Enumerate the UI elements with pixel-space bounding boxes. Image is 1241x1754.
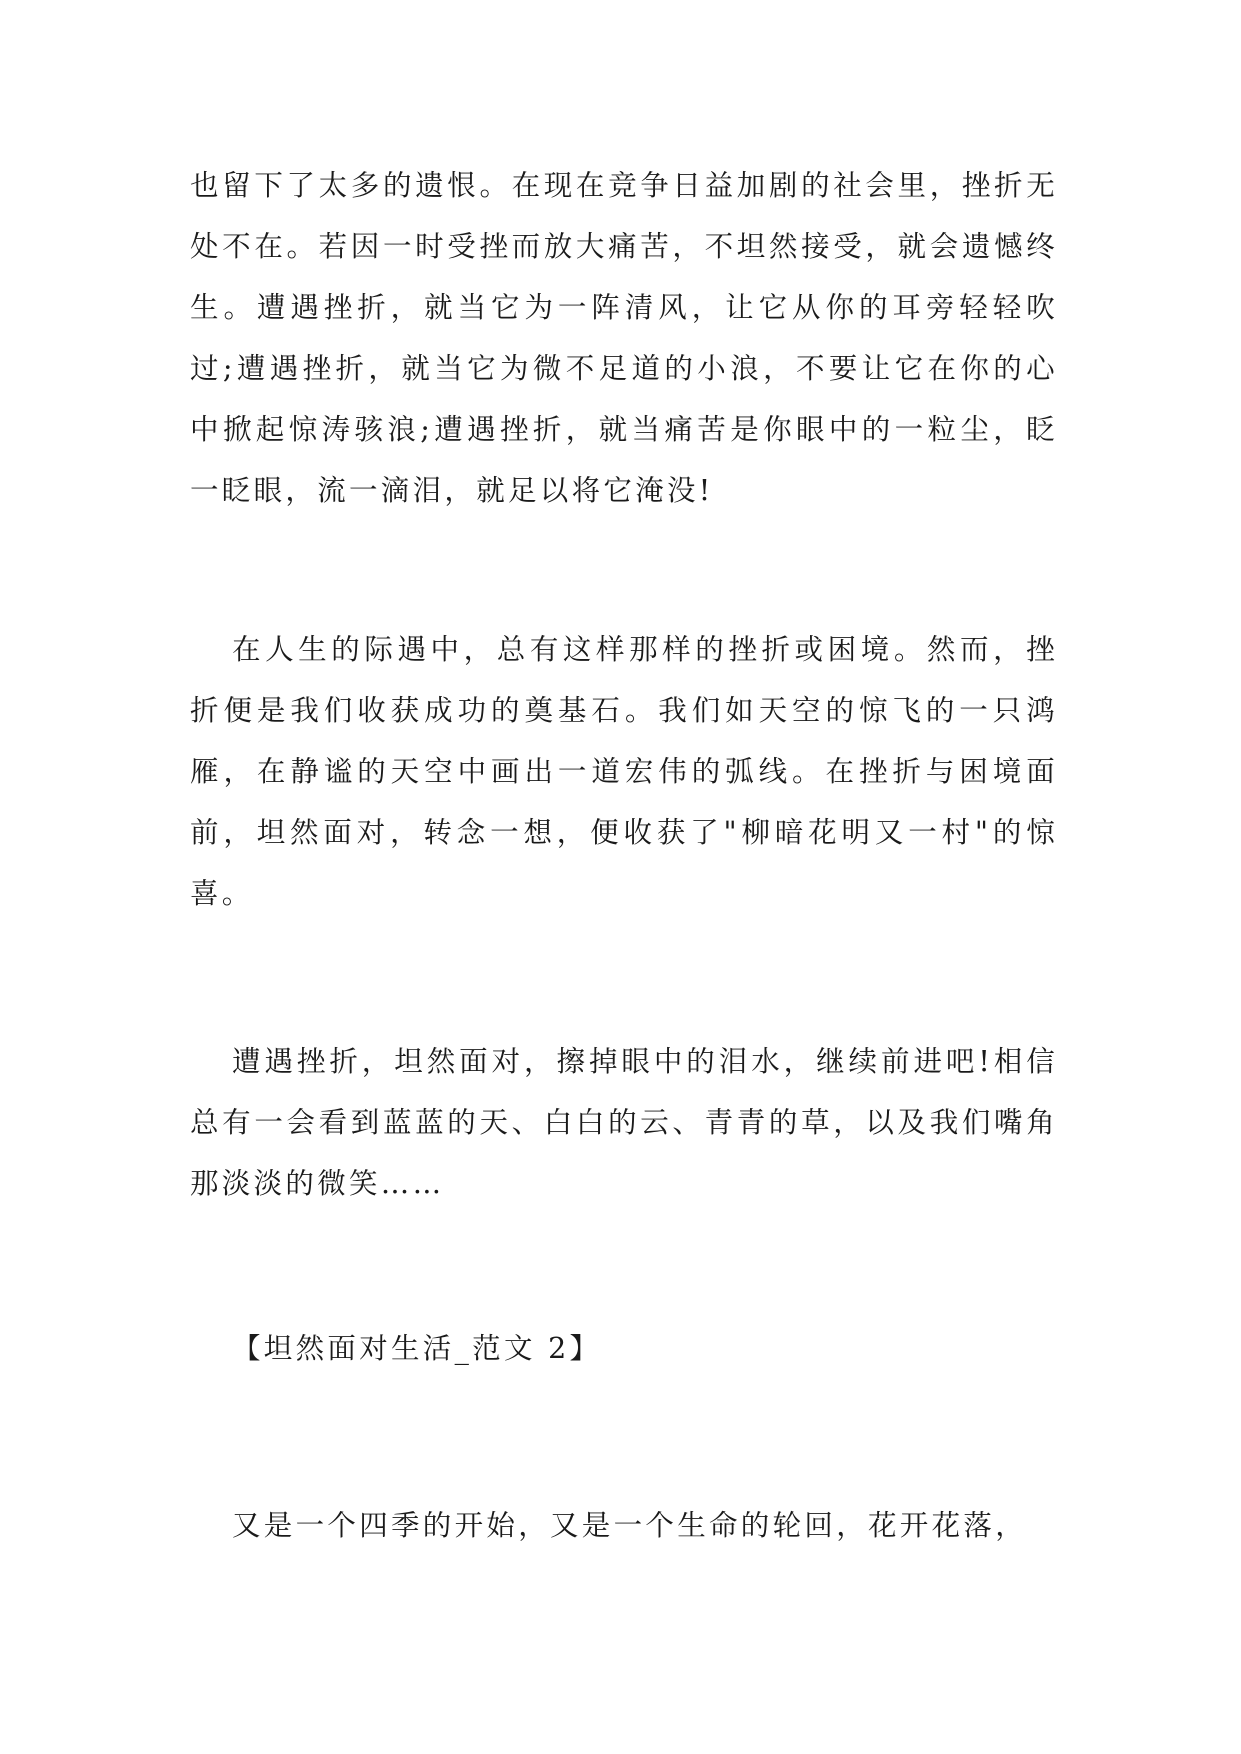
paragraph-continuation: 也留下了太多的遗恨。在现在竞争日益加剧的社会里，挫折无处不在。若因一时受挫而放大痛苦，不坦然接受，就会遗憾终生。遭遇挫折，就当它为一阵清风，让它从你的耳旁轻轻吹过;遭遇挫折，就当它为微不足道的小浪，不要让它在你的心中掀起惊涛骇浪;遭遇挫折，就当痛苦是你眼中的一粒尘，眨一眨眼，流一滴泪，就足以将它淹没! <box>190 169 1058 507</box>
section-heading: 【坦然面对生活_范文 2】 <box>232 1332 602 1365</box>
paragraph-seasons: 又是一个四季的开始，又是一个生命的轮回，花开花落， <box>232 1509 1028 1542</box>
document-page <box>190 0 1058 1754</box>
paragraph-move-forward: 遭遇挫折，坦然面对，擦掉眼中的泪水，继续前进吧!相信总有一会看到蓝蓝的天、白白的云、青青的草，以及我们嘴角那淡淡的微笑…… <box>190 1045 1058 1200</box>
paragraph-setbacks: 在人生的际遇中，总有这样那样的挫折或困境。然而，挫折便是我们收获成功的奠基石。我们如天空的惊飞的一只鸿雁，在静谧的天空中画出一道宏伟的弧线。在挫折与困境面前，坦然面对，转念一想，便收获了"柳暗花明又一村"的惊喜。 <box>190 633 1058 910</box>
